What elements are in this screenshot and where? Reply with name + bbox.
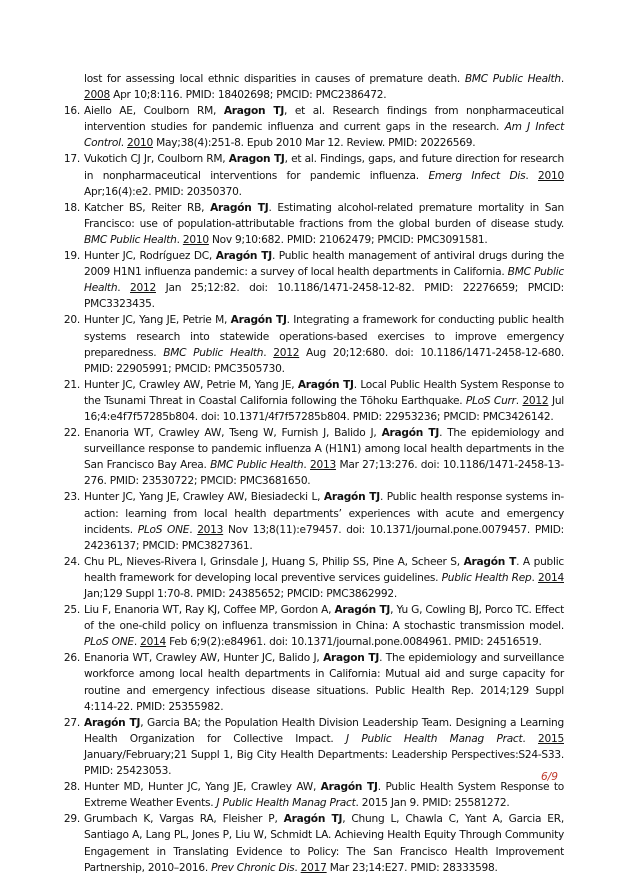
reference-item	[62, 71, 564, 103]
citation-text: Vukotich CJ Jr, Coulborn RM,	[84, 153, 229, 166]
citation-text: Grumbach K, Vargas RA, Fleisher P,	[84, 813, 284, 826]
journal-name: J Public Health Manag Pract	[346, 732, 523, 745]
citation-text: May;38(4):251-8. Epub 2010 Mar 12. Review. PMID: 20226569.	[153, 137, 476, 150]
citation-text: Enanoria WT, Crawley AW, Tseng W, Furnish J, Balido J,	[84, 427, 382, 440]
citation-text: . Local Public Health System Response to the Tsunami Threat in Coastal California following the Tōhoku Earthquake.	[84, 378, 565, 407]
citation-text: Mar 23;14:E27. PMID: 28333598.	[326, 861, 498, 874]
author-highlight: Aragón TJ	[84, 716, 141, 729]
reference-number: 16.	[63, 105, 80, 118]
journal-name: PLoS ONE	[137, 523, 190, 536]
citation-text: .	[133, 636, 141, 649]
citation-text: , et al. Findings, gaps, and future direction for research in nonpharmaceutical interventions for pandemic influenza.	[84, 153, 564, 182]
author-highlight: Aragon TJ	[323, 652, 380, 665]
reference-text	[84, 489, 564, 553]
year-link[interactable]: 2008	[84, 89, 110, 102]
year-link[interactable]: 2017	[300, 861, 327, 874]
journal-name: Emerg Infect Dis	[428, 169, 526, 182]
citation-text: Aiello AE, Coulborn RM,	[84, 105, 224, 118]
citation-text: Enanoria WT, Crawley AW, Hunter JC, Balido J,	[84, 652, 324, 665]
citation-text: . Public health response systems in-action: learning from local health departments’ experiences with acute and emergency incidents.	[84, 491, 564, 536]
journal-name: Public Health Rep	[441, 571, 532, 584]
citation-text: Jan;129 Suppl 1:70-8. PMID: 24385652; PMCID: PMC3862992.	[84, 588, 397, 600]
reference-number: 18.	[63, 201, 80, 214]
author-highlight: Aragón T	[463, 555, 517, 568]
reference-item	[62, 200, 564, 248]
author-highlight: Aragón TJ	[323, 491, 380, 504]
citation-text: Hunter JC, Yang JE, Crawley AW, Biesiadecki L,	[84, 491, 324, 504]
journal-name: BMC Public Health	[84, 233, 177, 246]
citation-text: .	[263, 346, 274, 359]
reference-item	[62, 377, 564, 425]
year-link[interactable]: 2014	[140, 636, 167, 649]
reference-item	[62, 650, 564, 714]
citation-text: Hunter JC, Rodríguez DC,	[84, 250, 216, 263]
citation-text: Apr;16(4):e2. PMID: 20350370.	[84, 185, 242, 198]
citation-text: Liu F, Enanoria WT, Ray KJ, Coffee MP, Gordon A,	[84, 604, 335, 617]
author-highlight: Aragon TJ	[223, 105, 285, 118]
year-link[interactable]: 2012	[130, 282, 156, 295]
citation-text: . 2015 Jan 9. PMID: 25581272.	[355, 797, 510, 810]
citation-text: Nov 13;8(11):e79457. doi: 10.1371/journal.pone.0079457. PMID: 24236137; PMCID: PMC3827361.	[84, 523, 564, 552]
year-link[interactable]: 2014	[538, 571, 564, 584]
author-highlight: Aragón TJ	[230, 314, 287, 327]
reference-item	[62, 425, 564, 489]
citation-text: . The epidemiology and surveillance response to pandemic influenza A (H1N1) among local health departments in the San Francisco Bay Area.	[84, 427, 564, 472]
year-link[interactable]: 2012	[273, 346, 300, 359]
reference-text	[84, 377, 564, 425]
journal-name: Prev Chronic Dis	[211, 861, 295, 874]
reference-item	[62, 151, 564, 199]
citation-text: . Public Health System Response to Extreme Weather Events.	[84, 781, 564, 810]
author-highlight: Aragón TJ	[283, 813, 343, 826]
reference-item	[62, 602, 564, 650]
reference-number: 20.	[63, 314, 80, 327]
year-link[interactable]: 2012	[522, 394, 549, 407]
journal-name: PLoS ONE	[84, 636, 134, 649]
reference-text	[84, 151, 564, 199]
reference-number: 24.	[63, 555, 80, 568]
citation-text: , et al. Research findings from nonpharmaceutical intervention studies for pandemic influenza and current gaps in the research.	[84, 105, 564, 134]
citation-text: . Integrating a framework for conducting public health systems research into statewide operations-based exercises to improve emergency preparedness.	[84, 314, 564, 359]
citation-text: January/February;21 Suppl 1, Big City Health Departments: Leadership Perspectives:S24-S33. PMID: 25423053.	[84, 748, 564, 778]
reference-list	[62, 71, 564, 876]
reference-text	[84, 650, 564, 714]
journal-name: Am J Infect Control	[84, 121, 564, 150]
citation-text: .	[189, 523, 198, 536]
reference-text	[84, 811, 564, 875]
citation-text: .	[515, 394, 523, 407]
reference-item	[62, 715, 564, 779]
journal-name: BMC Public Health	[210, 459, 304, 472]
author-highlight: Aragon TJ	[228, 153, 285, 166]
citation-text: Hunter JC, Yang JE, Petrie M,	[84, 314, 231, 327]
journal-name: BMC Public Health	[84, 266, 564, 295]
citation-text: Aug 20;12:680. doi: 10.1186/1471-2458-12-680. PMID: 22905991; PMCID: PMC3505730.	[84, 346, 564, 375]
reference-item	[62, 554, 564, 602]
reference-number: 27.	[63, 716, 80, 729]
citation-text: .	[176, 233, 183, 246]
year-link[interactable]: 2013	[310, 459, 336, 472]
reference-text	[84, 779, 564, 811]
reference-number: 29.	[63, 813, 80, 826]
citation-text: Jan 25;12:82. doi: 10.1186/1471-2458-12-82. PMID: 22276659; PMCID: PMC3323435.	[84, 282, 564, 311]
year-link[interactable]: 2015	[538, 732, 564, 745]
reference-text	[84, 554, 564, 602]
author-highlight: Aragón TJ	[210, 201, 269, 214]
citation-text: , Chung L, Chawla C, Yant A, Garcia ER, Santiago A, Lang PL, Jones P, Liu W, Schmidt LA. Achieving Health Equity Through Community Engagement in Translating Evidence to Policy: The San Francisco Health Improvement Partnership, 2010–2016.	[84, 813, 564, 874]
citation-text: , Yu G, Cowling BJ, Porco TC. Effect of the one-child policy on influenza transmission in China: A stochastic transmission model.	[84, 604, 564, 633]
reference-item	[62, 811, 564, 875]
reference-number: 28.	[63, 781, 80, 794]
journal-name: PLoS Curr	[465, 394, 516, 407]
citation-text: .	[303, 459, 310, 472]
author-highlight: Aragón TJ	[215, 250, 272, 263]
citation-text: .	[531, 571, 539, 584]
reference-text	[84, 425, 564, 489]
reference-number: 21.	[63, 378, 80, 391]
journal-name: BMC Public Health	[464, 73, 561, 85]
reference-number: 17.	[63, 153, 80, 166]
citation-text: Hunter MD, Hunter JC, Yang JE, Crawley AW,	[84, 781, 321, 794]
citation-text: Nov 9;10:682. PMID: 21062479; PMCID: PMC3091581.	[208, 233, 488, 246]
citation-text: .	[560, 73, 564, 85]
citation-text: .	[525, 169, 539, 182]
author-highlight: Aragón TJ	[320, 781, 378, 794]
citation-text: Chu PL, Nieves-Rivera I, Grinsdale J, Huang S, Philip SS, Pine A, Scheer S,	[84, 555, 464, 568]
citation-text: . Estimating alcohol-related premature mortality in San Francisco: use of population-attributable fractions from the global burden of disease study.	[84, 201, 564, 230]
reference-item	[62, 248, 564, 312]
reference-text	[84, 248, 564, 312]
reference-text	[84, 71, 564, 103]
journal-name: J Public Health Manag Pract	[216, 797, 356, 810]
citation-text: . A public health framework for developing local preventive services guidelines.	[84, 555, 564, 584]
reference-item	[62, 779, 564, 811]
citation-text: . The epidemiology and surveillance workforce among local health departments in California: Mutual aid and surge capacity for routine and emergency infectious disease situations. Public Health Rep. 2014;129 Suppl 4:114-22. PMID: 25355982.	[84, 652, 564, 713]
citation-text: Apr 10;8:116. PMID: 18402698; PMCID: PMC2386472.	[109, 89, 387, 102]
journal-name: BMC Public Health	[163, 346, 264, 359]
citation-text: .	[117, 282, 131, 295]
citation-text: .	[294, 861, 301, 874]
reference-number: 19.	[63, 250, 80, 263]
year-link[interactable]: 2010	[127, 137, 153, 150]
reference-item	[62, 312, 564, 376]
author-highlight: Aragón TJ	[334, 604, 391, 617]
author-highlight: Aragón TJ	[297, 378, 354, 391]
year-link[interactable]: 2010	[182, 233, 209, 246]
reference-item	[62, 489, 564, 553]
citation-text: .	[522, 732, 539, 745]
year-link[interactable]: 2013	[197, 523, 224, 536]
citation-text: Hunter JC, Crawley AW, Petrie M, Yang JE,	[84, 378, 298, 391]
citation-text: Katcher BS, Reiter RB,	[84, 201, 211, 214]
author-highlight: Aragón TJ	[381, 427, 440, 440]
reference-number: 26.	[63, 652, 80, 665]
citation-text: lost for assessing local ethnic disparities in causes of premature death.	[84, 73, 465, 85]
reference-text	[84, 103, 564, 151]
reference-text	[84, 200, 564, 248]
reference-text	[84, 602, 564, 650]
citation-text: Mar 27;13:276. doi: 10.1186/1471-2458-13-276. PMID: 23530722; PMCID: PMC3681650.	[84, 459, 564, 488]
citation-text: , Garcia BA; the Population Health Division Leadership Team. Designing a Learning Health Organization for Collective Impact.	[84, 716, 564, 745]
reference-number: 22.	[63, 427, 80, 440]
reference-text	[84, 715, 564, 779]
page-number: 6/9	[540, 771, 558, 783]
citation-text: .	[120, 137, 128, 150]
reference-number: 25.	[63, 604, 80, 617]
citation-text: . Public health management of antiviral drugs during the 2009 H1N1 influenza pandemic: a survey of local health departments in California.	[84, 250, 564, 279]
reference-text	[84, 312, 564, 376]
reference-number: 23.	[63, 491, 80, 504]
year-link[interactable]: 2010	[538, 169, 564, 182]
citation-text: Feb 6;9(2):e84961. doi: 10.1371/journal.pone.0084961. PMID: 24516519.	[166, 636, 542, 649]
reference-item	[62, 103, 564, 151]
citation-text: Jul 16;4:e4f7f57285b804. doi: 10.1371/4f7f57285b804. PMID: 22953236; PMCID: PMC3426142.	[84, 394, 564, 423]
